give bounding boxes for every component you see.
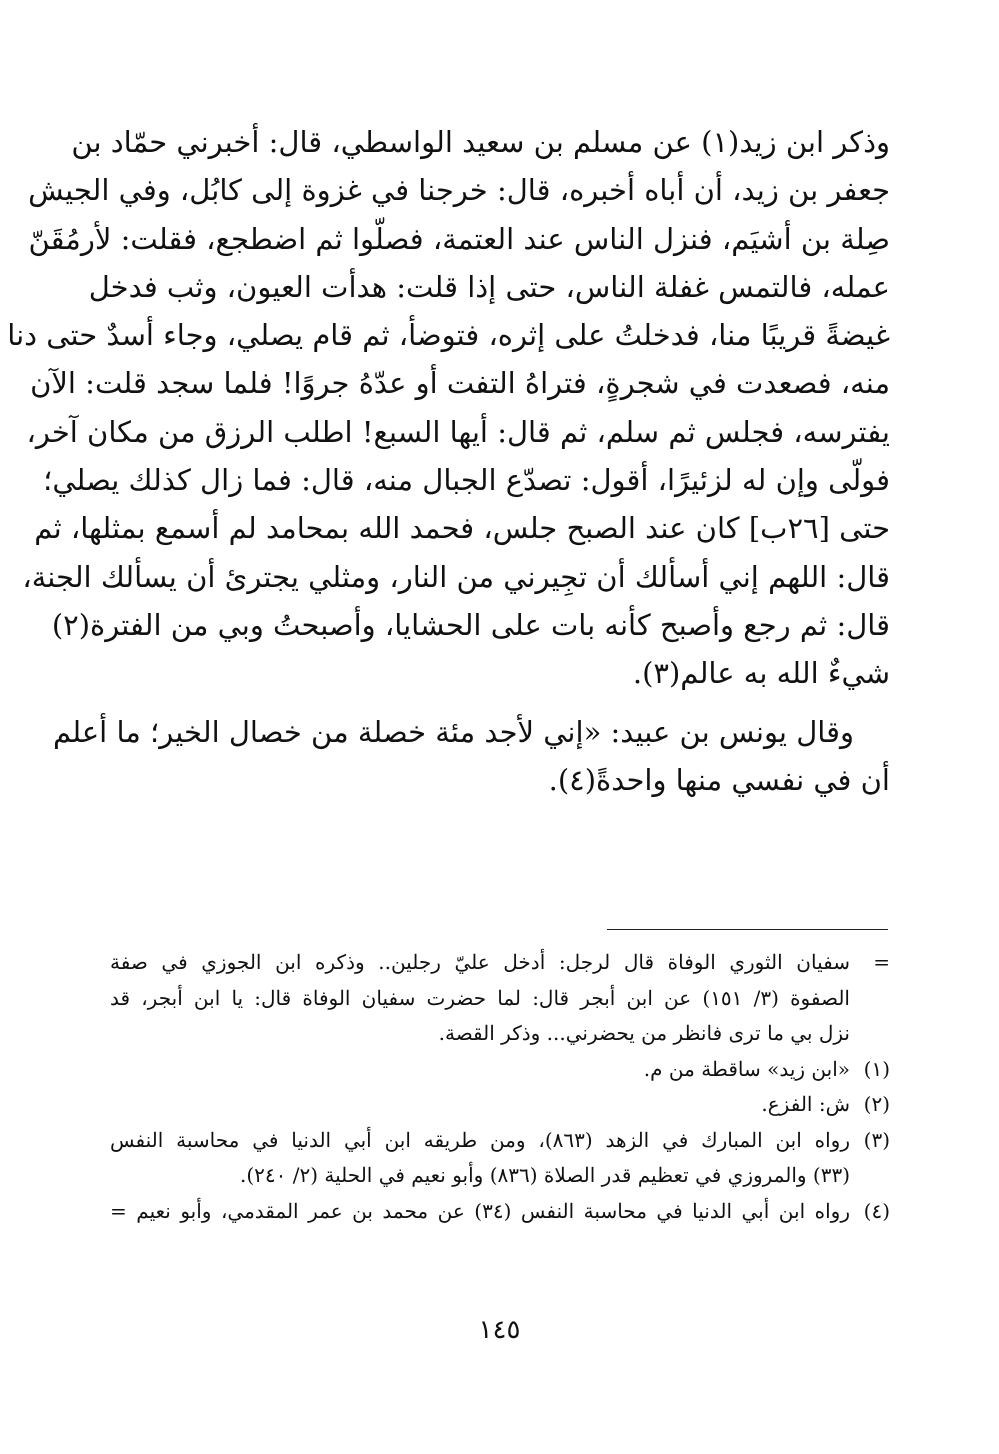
footnote-line: ش: الفزع. [761, 1092, 850, 1116]
paragraph-gap [110, 698, 890, 708]
footnote-1 [110, 1052, 890, 1088]
footnote-separator [607, 929, 888, 930]
footnote-mark: (١) [863, 1056, 890, 1081]
footnote-line: الصفوة (٣/ ١٥١) عن ابن أبجر قال: لما حضرت سفيان الوفاة قال: يا ابن أبجر، قد [110, 985, 850, 1010]
body-line: قال: ثم رجع وأصبح كأنه بات على الحشايا، وأصبحتُ وبي من الفترة(٢) [51, 607, 890, 642]
footnote-mark: (٣) [863, 1127, 890, 1152]
footnote-line: نزل بي ما ترى فانظر من يحضرني... وذكر القصة. [438, 1021, 850, 1045]
body-line: وذكر ابن زيد(١) عن مسلم بن سعيد الواسطي، قال: أخبرني حمّاد بن [71, 125, 890, 159]
footnotes [110, 945, 890, 1229]
body-line: فولّى وإن له لزئيرًا، أقول: تصدّع الجبال منه، قال: فما زال كذلك يصلي؛ [43, 463, 890, 498]
body-line: أن في نفسي منها واحدةً(٤). [548, 762, 890, 797]
footnote-mark: (٢) [863, 1092, 890, 1116]
footnote-4 [110, 1194, 890, 1230]
footnote-line: «ابن زيد» ساقطة من م. [643, 1056, 850, 1081]
body-line: عمله، فالتمس غفلة الناس، حتى إذا قلت: هدأت العيون، وثب فدخل [88, 269, 890, 304]
body-line: منه، فصعدت في شجرةٍ، فتراهُ التفت أو عدّهُ جروًا! فلما سجد قلت: الآن [30, 366, 890, 401]
footnote-line: سفيان الثوري الوفاة قال لرجل: أدخل عليّ رجلين.. وذكره ابن الجوزي في صفة [110, 950, 850, 974]
body-line: قال: اللهم إني أسألك أن تجِيرني من النار، ومثلي يجترئ أن يسألك الجنة، [22, 559, 890, 594]
footnote-mark: (٤) [863, 1198, 890, 1223]
body-line: يفترسه، فجلس ثم سلم، ثم قال: أيها السبع! اطلب الرزق من مكان آخر، [26, 414, 890, 449]
footnote-2 [110, 1087, 890, 1123]
footnote-line: رواه ابن أبي الدنيا في محاسبة النفس (٣٤) عن محمد بن عمر المقدمي، وأبو نعيم = [110, 1198, 850, 1223]
body-line: وقال يونس بن عبيد: «إني لأجد مئة خصلة من خصال الخير؛ ما أعلم [52, 714, 854, 749]
page-number: ١٤٥ [478, 1315, 521, 1345]
footnote-line: رواه ابن المبارك في الزهد (٨٦٣)، ومن طريقه ابن أبي الدنيا في محاسبة النفس [110, 1127, 850, 1152]
footnote-line: (٣٣) والمروزي في تعظيم قدر الصلاة (٨٣٦) وأبو نعيم في الحلية (٢/ ٢٤٠). [240, 1163, 850, 1187]
body-line: غيضةً قريبًا منا، فدخلتُ على إثره، فتوضأ، ثم قام يصلي، وجاء أسدٌ حتى دنا [7, 318, 890, 353]
body-line: شيءٌ الله به عالم(٣). [632, 656, 890, 691]
body-line: حتى [٢٦ب] كان عند الصبح جلس، فحمد الله بمحامد لم أسمع بمثلها، ثم [34, 511, 890, 546]
footnote-continuation [110, 945, 890, 1052]
footnote-mark: = [873, 950, 890, 974]
body-line: صِلة بن أشيَم، فنزل الناس عند العتمة، فصلّوا ثم اضطجع، فقلت: لأرمُقَنّ [28, 221, 890, 256]
footnote-3 [110, 1123, 890, 1194]
body-line: جعفر بن زيد، أن أباه أخبره، قال: خرجنا في غزوة إلى كابُل، وفي الجيش [28, 173, 890, 208]
main-text [7, 118, 890, 804]
